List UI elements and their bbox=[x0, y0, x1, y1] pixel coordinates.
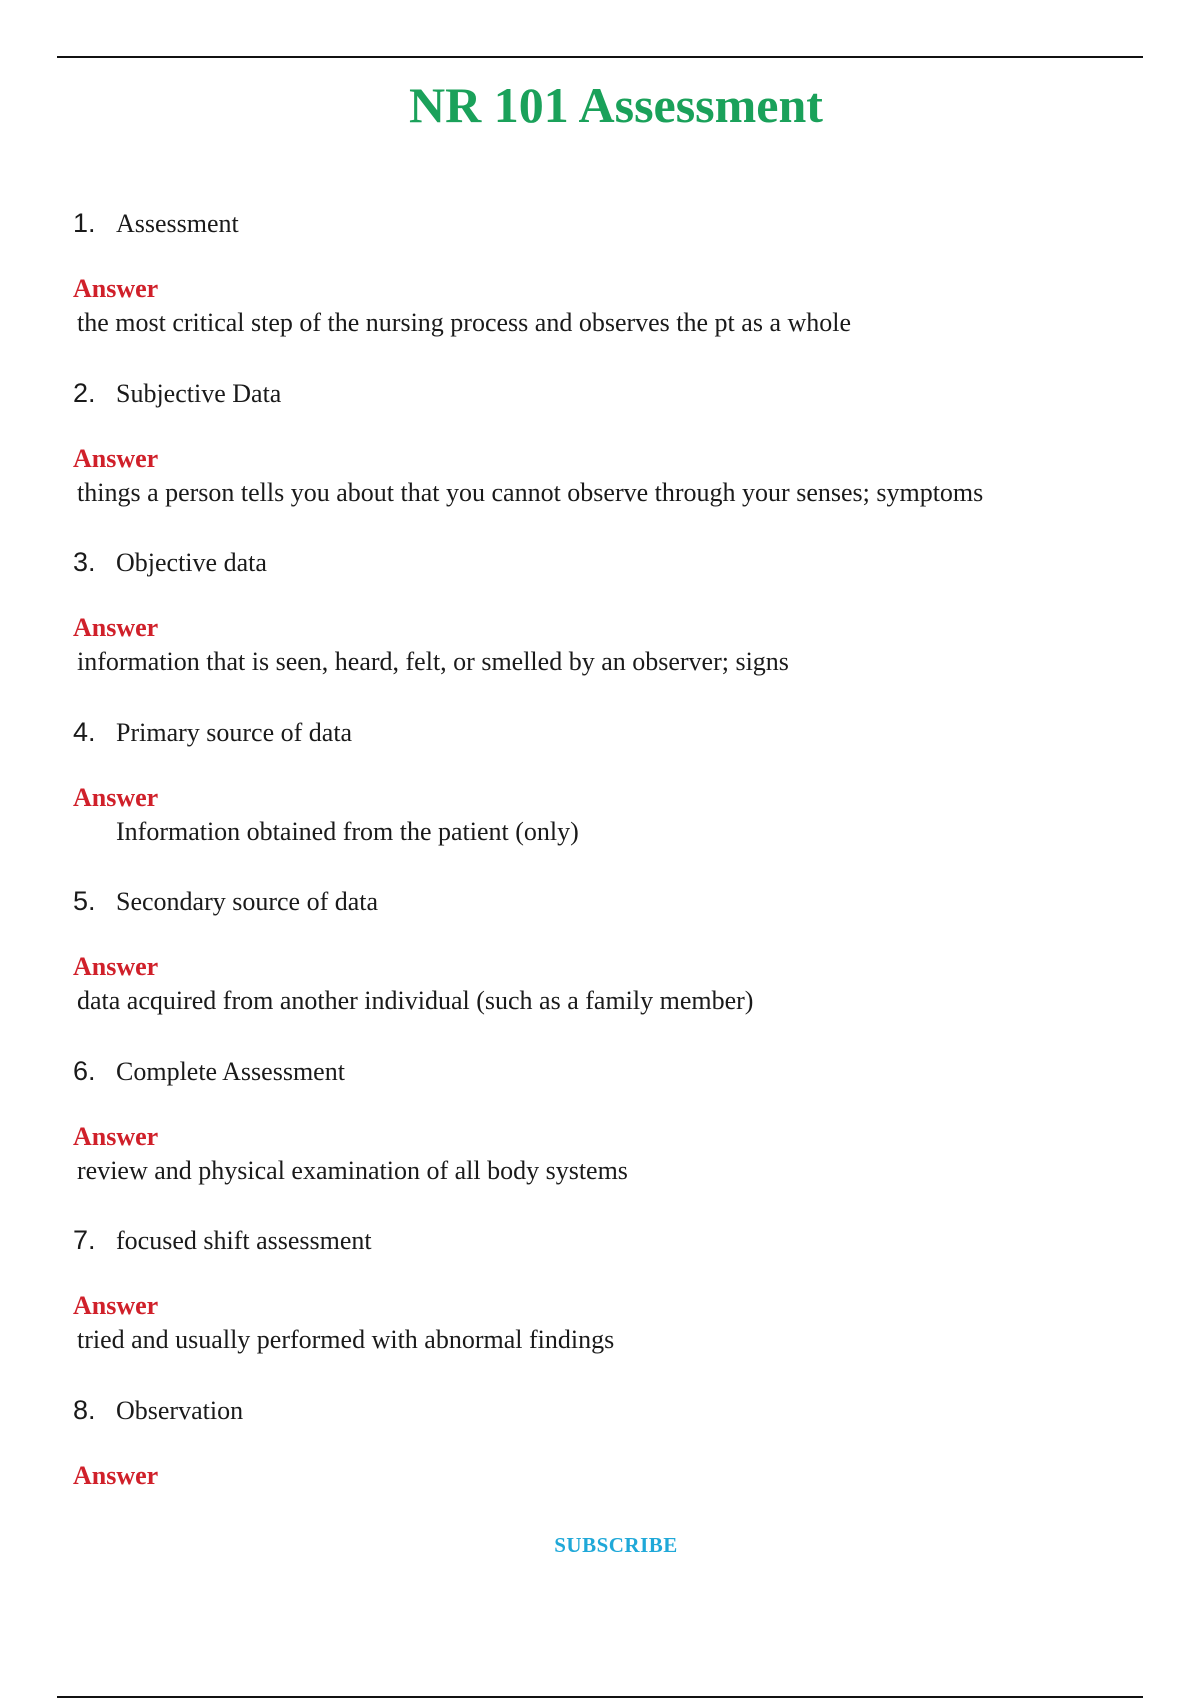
question-number: 8. bbox=[73, 1394, 96, 1425]
question-number: 2. bbox=[73, 377, 96, 408]
question-number: 6. bbox=[73, 1055, 96, 1086]
answer-text: data acquired from another individual (such as a family member) bbox=[77, 986, 754, 1015]
answer-label: Answer bbox=[73, 613, 159, 642]
answer-label: Answer bbox=[73, 443, 159, 473]
answer-text: tried and usually performed with abnormal findings bbox=[77, 1325, 615, 1354]
answer-label: Answer bbox=[73, 1291, 159, 1320]
document-title: NR 101 Assessment bbox=[409, 77, 823, 133]
answer-text: review and physical examination of all body systems bbox=[77, 1155, 628, 1185]
answer-text: Information obtained from the patient (only) bbox=[116, 816, 579, 846]
question-number: 5. bbox=[73, 886, 96, 916]
question-list bbox=[73, 196, 1133, 1552]
answer-text: the most critical step of the nursing process and observes the pt as a whole bbox=[77, 308, 852, 337]
answer-label: Answer bbox=[73, 952, 159, 981]
question-text: Observation bbox=[116, 1395, 244, 1425]
question-item-1 bbox=[73, 196, 1133, 366]
question-item-7 bbox=[73, 1213, 1133, 1383]
answer-label: Answer bbox=[73, 274, 159, 303]
answer-text: things a person tells you about that you cannot observe through your senses; symptoms bbox=[77, 477, 984, 507]
question-row bbox=[73, 1225, 372, 1255]
question-text: Subjective Data bbox=[116, 378, 282, 408]
question-number: 3. bbox=[73, 547, 96, 577]
question-text: Objective data bbox=[116, 548, 267, 577]
answer-label: Answer bbox=[73, 1121, 159, 1151]
question-row bbox=[73, 717, 352, 747]
question-row bbox=[73, 1056, 345, 1086]
question-row bbox=[73, 547, 267, 577]
top-rule bbox=[57, 56, 1143, 58]
question-row bbox=[73, 208, 239, 238]
answer-label: Answer bbox=[73, 782, 159, 812]
answer-text: information that is seen, heard, felt, or smelled by an observer; signs bbox=[77, 647, 789, 676]
question-number: 1. bbox=[73, 208, 96, 238]
question-item-8 bbox=[73, 1383, 1133, 1553]
question-number: 7. bbox=[73, 1225, 96, 1255]
question-text: Secondary source of data bbox=[116, 887, 379, 916]
question-text: Primary source of data bbox=[116, 717, 353, 747]
question-text: Complete Assessment bbox=[116, 1056, 345, 1086]
question-item-2 bbox=[73, 366, 1133, 536]
question-number: 4. bbox=[73, 716, 96, 747]
question-row bbox=[73, 1395, 243, 1425]
subscribe-link[interactable]: SUBSCRIBE bbox=[554, 1533, 678, 1557]
question-item-6 bbox=[73, 1044, 1133, 1214]
bottom-rule bbox=[57, 1696, 1143, 1698]
question-item-5 bbox=[73, 874, 1133, 1044]
question-row bbox=[73, 886, 378, 916]
question-item-3 bbox=[73, 535, 1133, 705]
question-row bbox=[73, 378, 281, 408]
question-text: focused shift assessment bbox=[116, 1226, 372, 1255]
answer-label: Answer bbox=[73, 1460, 159, 1490]
question-text: Assessment bbox=[116, 209, 239, 238]
question-item-4 bbox=[73, 705, 1133, 875]
